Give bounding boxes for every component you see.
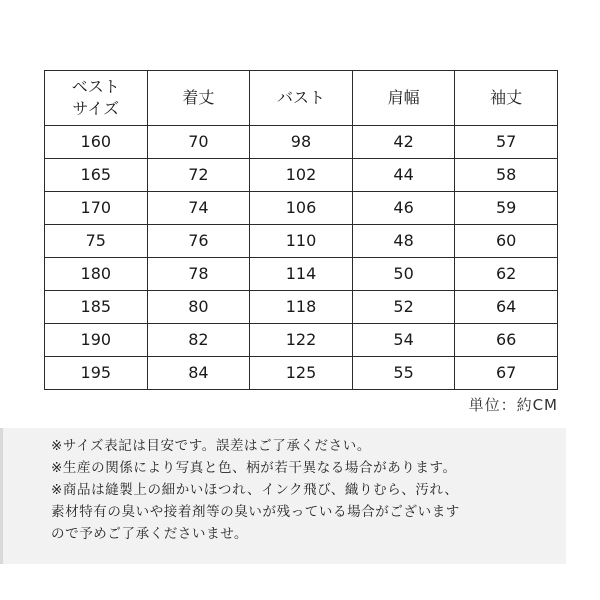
table-cell: 106 bbox=[250, 192, 353, 225]
table-cell: 75 bbox=[45, 225, 148, 258]
table-cell: 195 bbox=[45, 357, 148, 390]
note-line: ※商品は縫製上の細かいほつれ、インク飛び、織りむら、汚れ、 bbox=[51, 482, 459, 498]
table-cell: 50 bbox=[352, 258, 455, 291]
table-cell: 70 bbox=[147, 126, 250, 159]
table-cell: 76 bbox=[147, 225, 250, 258]
table-cell: 122 bbox=[250, 324, 353, 357]
header-cell-length: 着丈 bbox=[147, 71, 250, 126]
table-cell: 72 bbox=[147, 159, 250, 192]
table-row bbox=[45, 126, 558, 159]
table-cell: 55 bbox=[352, 357, 455, 390]
table-row bbox=[45, 192, 558, 225]
table-cell: 42 bbox=[352, 126, 455, 159]
table-cell: 160 bbox=[45, 126, 148, 159]
table-cell: 57 bbox=[455, 126, 558, 159]
table-cell: 62 bbox=[455, 258, 558, 291]
table-cell: 170 bbox=[45, 192, 148, 225]
table-cell: 46 bbox=[352, 192, 455, 225]
table-cell: 110 bbox=[250, 225, 353, 258]
table-cell: 185 bbox=[45, 291, 148, 324]
table-cell: 125 bbox=[250, 357, 353, 390]
table-row bbox=[45, 258, 558, 291]
note-line: ※生産の関係により写真と色、柄が若干異なる場合があります。 bbox=[51, 460, 457, 476]
table-cell: 58 bbox=[455, 159, 558, 192]
table-cell: 98 bbox=[250, 126, 353, 159]
note-line: ので予めご了承くださいませ。 bbox=[51, 526, 248, 542]
header-cell-bust: バスト bbox=[250, 71, 353, 126]
table-cell: 165 bbox=[45, 159, 148, 192]
header-cell-sleeve: 袖丈 bbox=[455, 71, 558, 126]
note-line: ※サイズ表記は目安です。誤差はご了承ください。 bbox=[51, 438, 371, 454]
table-cell: 180 bbox=[45, 258, 148, 291]
size-table bbox=[44, 70, 558, 390]
note-line: 素材特有の臭いや接着剤等の臭いが残っている場合がございます bbox=[51, 504, 460, 520]
table-cell: 80 bbox=[147, 291, 250, 324]
notes-box bbox=[0, 428, 566, 564]
table-row bbox=[45, 291, 558, 324]
table-header-row bbox=[45, 71, 558, 126]
header-cell-size: ベスト サイズ bbox=[45, 71, 148, 126]
table-row bbox=[45, 357, 558, 390]
table-cell: 118 bbox=[250, 291, 353, 324]
unit-note: 単位：約CM bbox=[468, 396, 558, 414]
table-cell: 48 bbox=[352, 225, 455, 258]
table-row bbox=[45, 225, 558, 258]
table-cell: 59 bbox=[455, 192, 558, 225]
table-cell: 78 bbox=[147, 258, 250, 291]
table-row bbox=[45, 159, 558, 192]
table-cell: 114 bbox=[250, 258, 353, 291]
header-cell-shoulder: 肩幅 bbox=[352, 71, 455, 126]
table-cell: 190 bbox=[45, 324, 148, 357]
table-cell: 54 bbox=[352, 324, 455, 357]
table-cell: 102 bbox=[250, 159, 353, 192]
table-cell: 66 bbox=[455, 324, 558, 357]
table-cell: 60 bbox=[455, 225, 558, 258]
table-cell: 84 bbox=[147, 357, 250, 390]
table-cell: 82 bbox=[147, 324, 250, 357]
table-cell: 44 bbox=[352, 159, 455, 192]
table-cell: 67 bbox=[455, 357, 558, 390]
table-cell: 64 bbox=[455, 291, 558, 324]
table-row bbox=[45, 324, 558, 357]
table-cell: 52 bbox=[352, 291, 455, 324]
table-cell: 74 bbox=[147, 192, 250, 225]
